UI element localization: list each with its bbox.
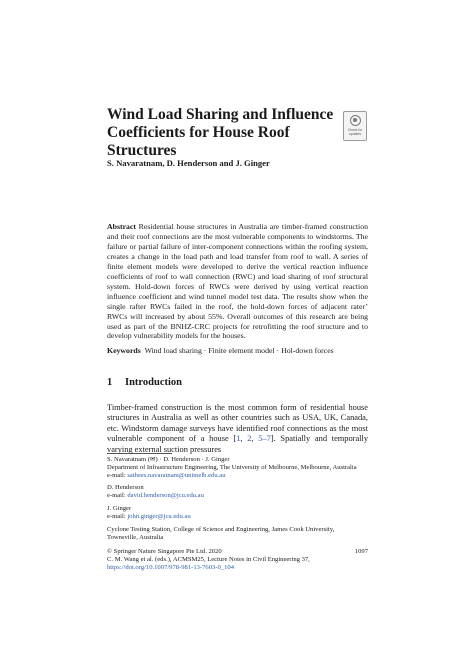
intro-text-1: Timber-framed construction is the most common form of residential house structures in Australia as well as other countries such as USA, UK, Canada, etc. Windstorm damage surveys have identified roof connections as the most vulnerable component of a house [	[107, 403, 368, 444]
footnote-ginger	[107, 505, 377, 521]
footnote-affiliation-1	[107, 456, 377, 480]
email-link-3[interactable]: john.ginger@jcu.edu.au	[127, 513, 191, 521]
affiliation-melbourne: Department of Infrastructure Engineering, The University of Melbourne, Melbourne, Australia	[107, 464, 357, 472]
title-line-1: Wind Load Sharing and Influence	[107, 106, 334, 123]
email-line-3: e-mail: john.ginger@jcu.edu.au	[107, 513, 191, 521]
section-title: Introduction	[125, 377, 182, 388]
citation-link-3[interactable]: 5–7	[258, 434, 271, 444]
footnote-divider	[107, 453, 172, 454]
citation-link-2[interactable]: 2	[247, 434, 252, 444]
copyright-line: © Springer Nature Singapore Pte Ltd. 2020	[107, 548, 222, 555]
affiliation-jcu-line-2: Townsville, Australia	[107, 534, 164, 542]
intro-paragraph: Timber-framed construction is the most common form of residential house structures in Australia as well as other countries such as USA, UK, Canada, etc. Windstorm damage surveys have identified roof connections as the most vulnerable component of a house [1, 2, 5–7]. Spatially and temporally varying external suction pressures	[107, 403, 369, 454]
footnote-authors: S. Navaratnam (✉) · D. Henderson · J. Ginger	[107, 456, 230, 463]
paper-title	[107, 106, 347, 160]
intro-text-2: ]. Spatially and temporally varying external suction pressures	[107, 434, 369, 454]
abstract-label: Abstract	[107, 222, 137, 231]
copyright-footer	[107, 548, 367, 572]
footnote-henderson	[107, 484, 377, 500]
keywords-label: Keywords	[107, 346, 141, 355]
author-list: S. Navaratnam, D. Henderson and J. Ginger	[107, 158, 270, 168]
email-line-2: e-mail: david.henderson@jcu.edu.au	[107, 492, 204, 500]
email-line-1: e-mail: sathees.navaratnam@unimelb.edu.au	[107, 472, 226, 480]
footnote-affiliation-2	[107, 526, 377, 542]
citation-line: C. M. Wang et al. (eds.), ACMSM25, Lecture Notes in Civil Engineering 37,	[107, 556, 310, 564]
author-name-ginger: J. Ginger	[107, 505, 132, 512]
keywords-text: Wind load sharing · Finite element model · Hol-down forces	[144, 346, 334, 355]
check-updates-label: Check for updates	[347, 128, 363, 136]
affiliation-jcu-line-1: Cyclone Testing Station, College of Science and Engineering, James Cook University,	[107, 526, 335, 533]
page-number: 1097	[354, 548, 368, 555]
abstract-text: Residential house structures in Australia are timber-framed construction and their roof connections are the most vulnerable components to windstorms. The failure or partial failure of inter-component connections within the roofing system, creates a change in the load path and load transfer from roof to wall. A series of finite element models were developed to derive the vertical reaction influence coefficients of roof to wall connection (RWC) and load sharing of roof structural system. Hold-down forces of RWCs were derived by using vertical reaction influence coefficient and wind tunnel model test data. The results show when the single rafter RWCs failed in the roof, the hold-down forces of adjacent rater’ RWCs will increased by about 55%. Overall outcomes of this research are being used as part of the BNHZ-CRC projects for retrofitting the roof structure and to develop vulnerability models for the houses.	[107, 222, 368, 341]
crossmark-icon	[350, 115, 361, 126]
keywords	[107, 346, 368, 356]
check-for-updates-badge[interactable]	[343, 111, 367, 141]
abstract	[107, 222, 368, 341]
email-link-1[interactable]: sathees.navaratnam@unimelb.edu.au	[127, 472, 226, 480]
doi-link[interactable]: https://doi.org/10.1007/978-981-13-7603-0_104	[107, 564, 234, 572]
citation-link-1[interactable]: 1	[236, 434, 241, 444]
section-number: 1	[107, 377, 113, 388]
email-link-2[interactable]: david.henderson@jcu.edu.au	[127, 492, 204, 500]
author-name-henderson: D. Henderson	[107, 484, 144, 491]
section-heading	[107, 377, 367, 388]
title-line-2: Coefficients for House Roof Structures	[107, 124, 290, 159]
